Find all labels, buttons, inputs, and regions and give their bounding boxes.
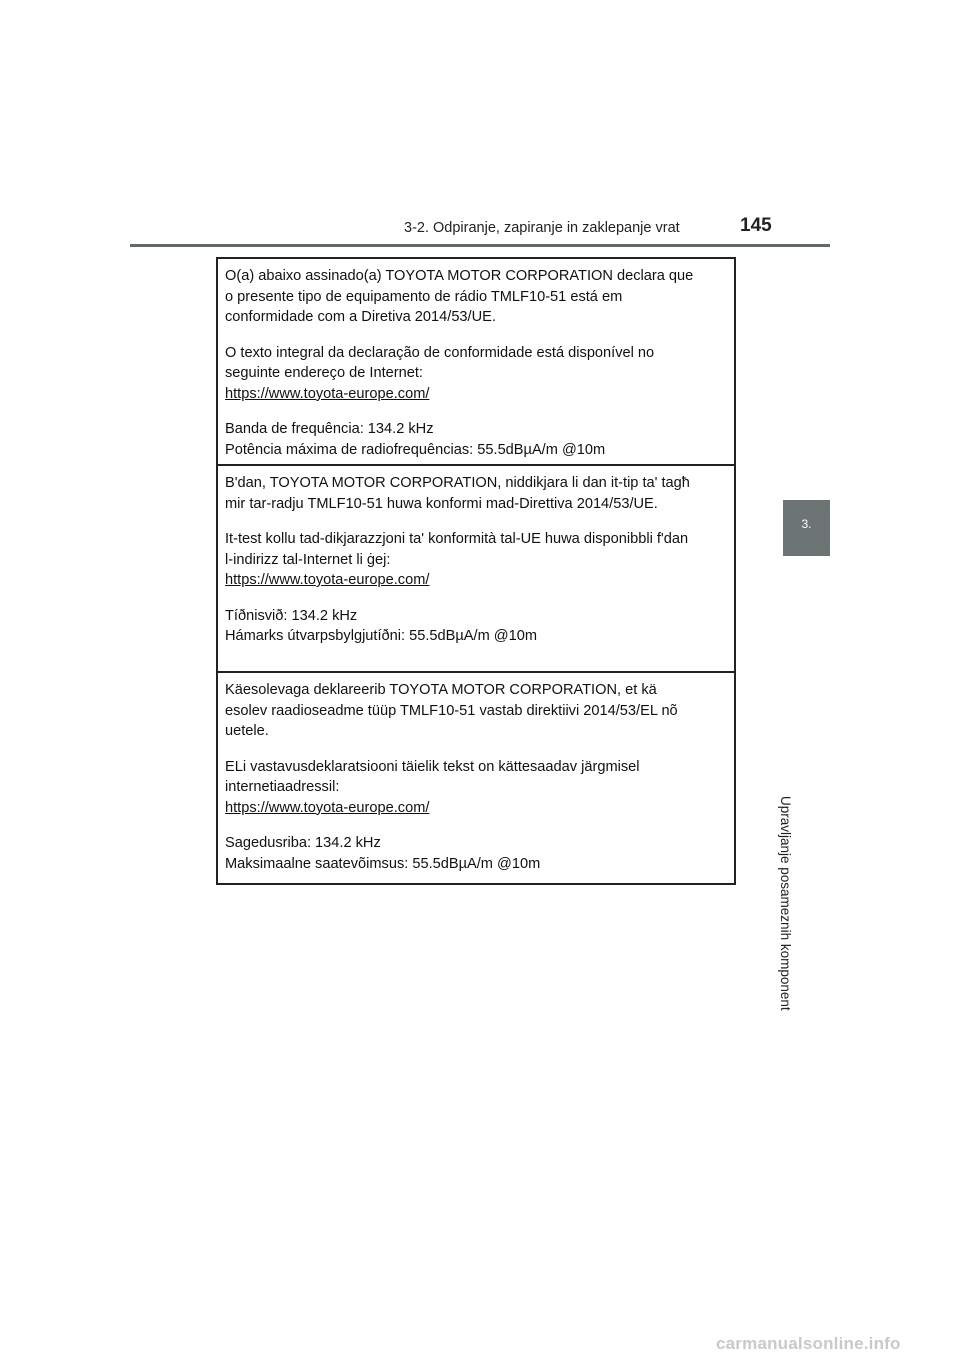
footer-watermark: carmanualsonline.info [716, 1334, 901, 1353]
text-line: conformidade com a Diretiva 2014/53/UE. [225, 309, 496, 325]
text-line: Käesolevaga deklareerib TOYOTA MOTOR CORPORATION, et kä [225, 682, 657, 698]
max-power: Hámarks útvarpsbylgjutíðni: 55.5dBµA/m @10m [225, 628, 537, 644]
max-power: Maksimaalne saatevõimsus: 55.5dBµA/m @10m [225, 855, 541, 872]
chapter-side-label: Upravljanje posameznih komponent [778, 796, 793, 1011]
text-line: o presente tipo de equipamento de rádio TMLF10-51 está em [225, 288, 623, 305]
fulltext-availability [225, 757, 726, 819]
declaration-table [216, 257, 736, 885]
text-line: ELi vastavusdeklaratsiooni täielik tekst on kättesaadav järgmisel [225, 758, 640, 775]
text-line: mir tar-radju TMLF10-51 huwa konformi mad-Direttiva 2014/53/UE. [225, 495, 658, 512]
radio-specs [225, 419, 726, 460]
declaration-text [225, 473, 726, 514]
declaration-url-link[interactable]: https://www.toyota-europe.com/ [225, 572, 430, 588]
text-line: esolev raadioseadme tüüp TMLF10-51 vastab direktiivi 2014/53/EL nõ [225, 702, 678, 719]
max-power: Potência máxima de radiofrequências: 55.5dBµA/m @10m [225, 441, 606, 458]
fulltext-availability [225, 343, 726, 405]
text-line: l-indirizz tal-Internet li ġej: [225, 551, 391, 568]
text-line: B'dan, TOYOTA MOTOR CORPORATION, niddikjara li dan it-tip ta' tagħ [225, 475, 690, 491]
frequency-band: Banda de frequência: 134.2 kHz [225, 421, 434, 437]
frequency-band: Sagedusriba: 134.2 kHz [225, 835, 381, 851]
chapter-side-tab [783, 500, 830, 556]
text-line: O(a) abaixo assinado(a) TOYOTA MOTOR CORPORATION declara que [225, 268, 694, 284]
text-line: seguinte endereço de Internet: [225, 365, 423, 381]
chapter-number: 3. [801, 517, 812, 531]
declaration-block-estonian [218, 673, 734, 883]
declaration-url-link[interactable]: https://www.toyota-europe.com/ [225, 385, 430, 402]
radio-specs [225, 606, 726, 647]
header-title: 3-2. Odpiranje, zapiranje in zaklepanje vrat [404, 220, 680, 236]
fulltext-availability [225, 529, 726, 591]
page-number: 145 [740, 215, 772, 236]
text-line: O texto integral da declaração de conformidade está disponível no [225, 344, 655, 361]
frequency-band: Tíðnisvið: 134.2 kHz [225, 607, 358, 624]
radio-specs [225, 833, 726, 874]
declaration-text [225, 680, 726, 742]
text-line: It-test kollu tad-dikjarazzjoni ta' konformità tal-UE huwa disponibbli f'dan [225, 531, 689, 547]
declaration-block-maltese [218, 466, 734, 673]
text-line: internetiaadressil: [225, 779, 340, 795]
declaration-text [225, 266, 726, 328]
text-line: uetele. [225, 723, 269, 739]
header-divider [130, 244, 830, 247]
declaration-block-portuguese [218, 259, 734, 466]
declaration-url-link[interactable]: https://www.toyota-europe.com/ [225, 799, 430, 816]
